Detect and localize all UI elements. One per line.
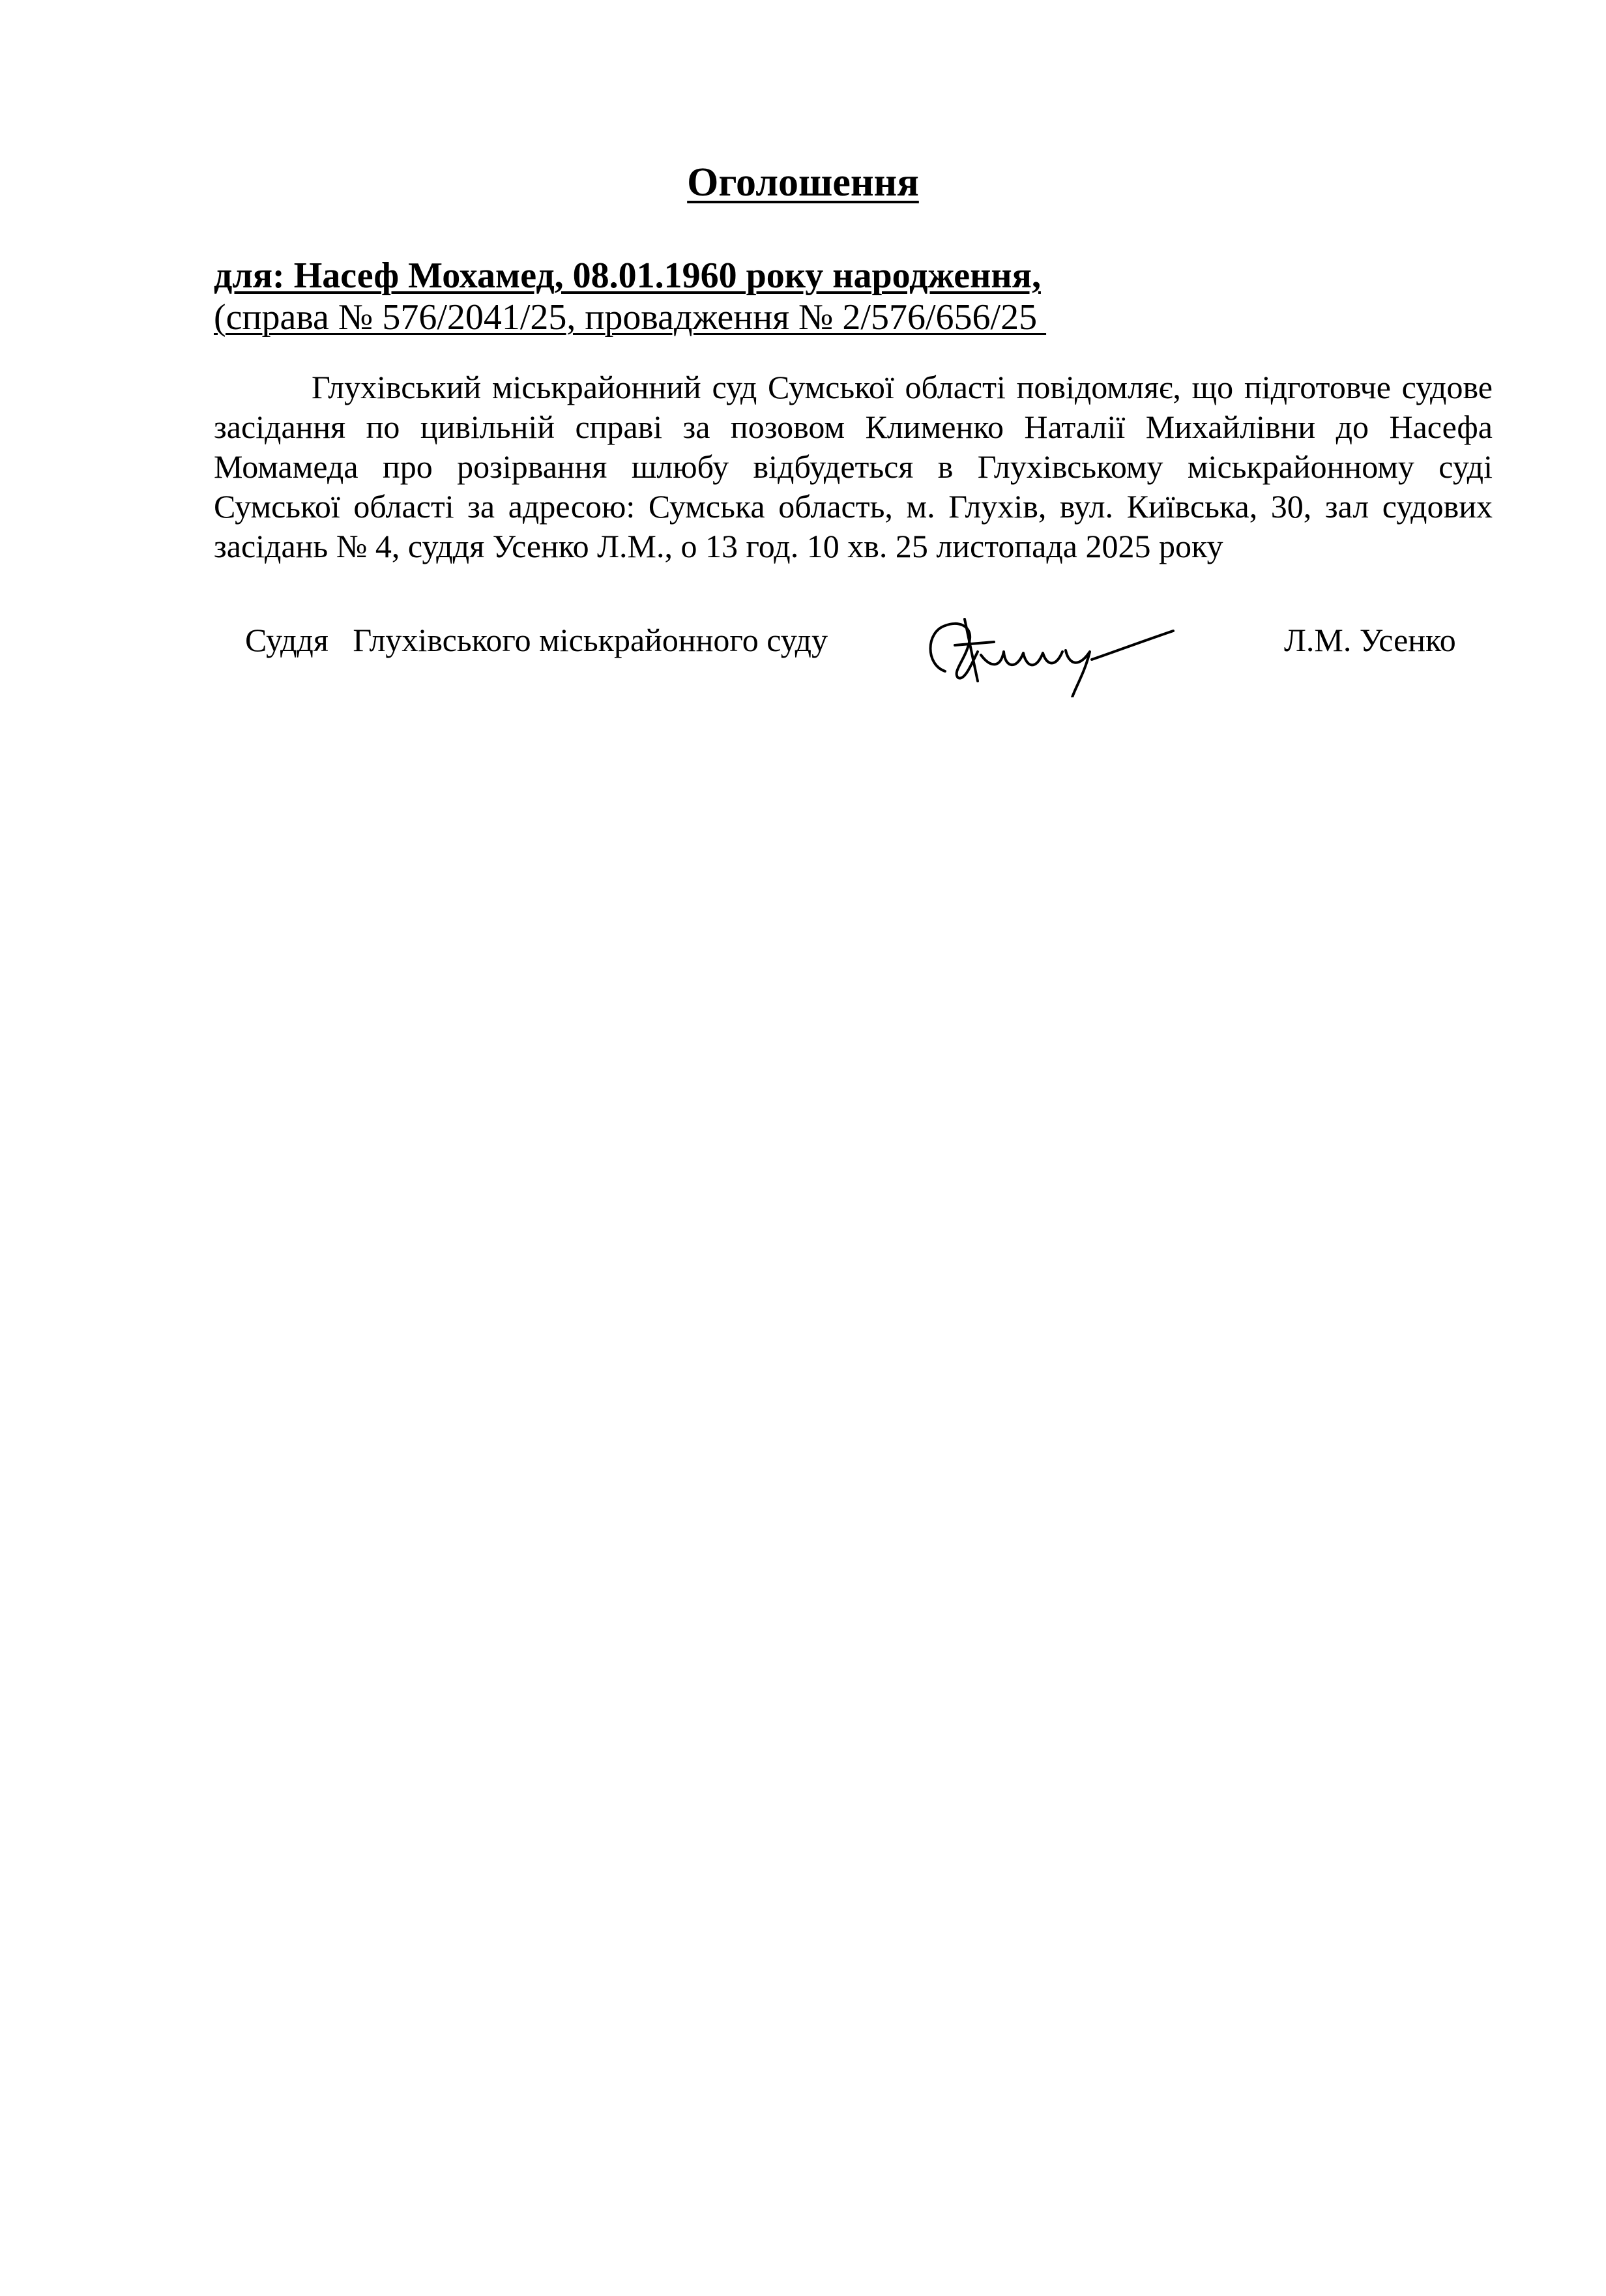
handwritten-signature-icon xyxy=(919,606,1193,697)
announcement-body: Глухівський міськрайонний суд Сумської області повідомляє, що підготовче судове засідання по цивільній справі за позовом Клименко Наталії Михайлівни до Насефа Момамеда про розірвання шлюбу відбудеться в Глухівському міськрайонному суді Сумської області за адресою: Сумська область, м. Глухів, вул. Київська, 30, зал судових засідань № 4, суддя Усенко Л.М., о 13 год. 10 хв. 25 листопада 2025 року xyxy=(214,369,1493,564)
recipient-line: для: Насеф Мохамед, 08.01.1960 року народження, xyxy=(214,255,1041,296)
judge-name: Л.М. Усенко xyxy=(1284,622,1456,658)
announcement-title: Оголошення xyxy=(687,160,919,205)
case-number-line: (справа № 576/2041/25, провадження № 2/576/656/25 xyxy=(214,297,1047,338)
judge-title: Суддя Глухівського міськрайонного суду xyxy=(245,622,828,658)
signature-block xyxy=(0,606,1606,697)
